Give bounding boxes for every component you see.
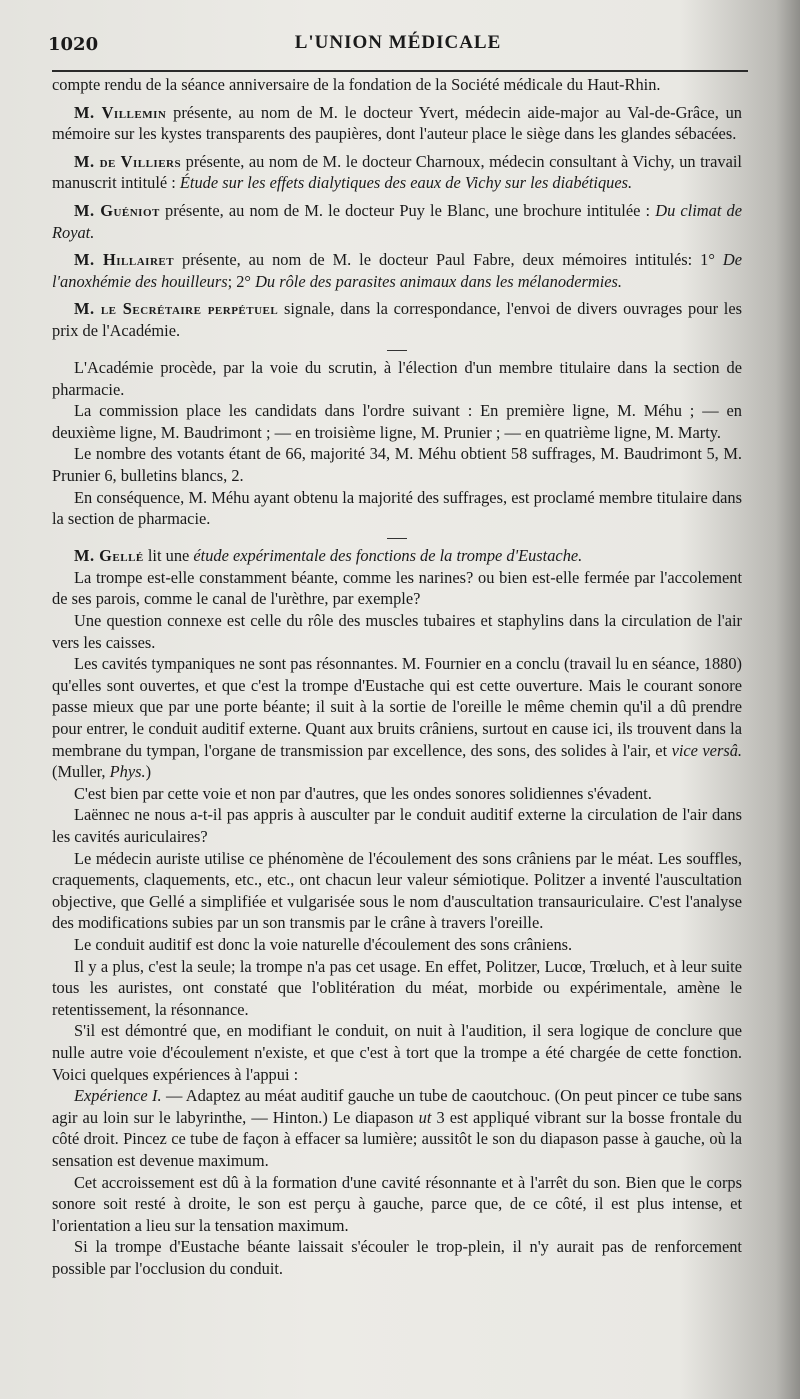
paragraph-trompe: Si la trompe d'Eustache béante laissait s'écouler le trop-plein, il n'y aurait pas de renforcement possible par l'occlusion du conduit. [52,1237,742,1278]
work-title: Du climat de Royat. [52,200,742,242]
paragraph-result: En conséquence, M. Méhu ayant obtenu la majorité des suffrages, est proclamé membre titulaire dans la section de pharmacie. [52,487,742,529]
work-title: étude expérimentale des fonctions de la trompe d'Eustache. [193,546,583,566]
paragraph-conduit: Le conduit auditif est donc la voie naturelle d'écoulement des sons crâniens. [74,934,573,954]
paragraph-villemin: M. Villemin présente, au nom de M. le docteur Yvert, médecin aide-major au Val-de-Grâce, un mémoire sur les kystes transparents des paupières, dont l'auteur place le siège dans les glandes sébacées. [52,102,742,144]
speaker-name: M. Villemin [74,102,167,122]
experience-label: Expérience I. [74,1086,162,1106]
speaker-name: M. le Secrétaire perpétuel [74,299,279,319]
paragraph-candidates: La commission place les candidats dans l'ordre suivant : En première ligne, M. Méhu ; — en deuxième ligne, M. Baudrimont ; — en troisième ligne, M. Prunier ; — en quatrième ligne, M. Marty. [52,401,742,442]
paragraph-accroissement: Cet accroissement est dû à la formation d'une cavité résonnante et à l'arrêt du son. Bien que le corps sonore soit resté à droite, le son est perçu à gauche, parce que, de ce côté, il est plus intense, et l'orientation a lieu sur la tensation maximum. [52,1172,742,1235]
speaker-name: M. Hillairet [74,250,175,270]
paragraph-experience-1: Expérience I. — Adaptez au méat auditif gauche un tube de caoutchouc. (On peut pincer ce tube sans agir au loin sur le labyrinthe, — Hinton.) Le diapason ut 3 est appliqué vibrant sur la bosse frontale du côté droit. Pincez ce tube de façon à effacer sa lumière; aussitôt le son du diapason passe à gauche, où la sensation est devenue maximum. [52,1086,742,1170]
section-separator [387,350,407,352]
paragraph-gelle: M. Gellé lit une étude expérimentale des fonctions de la trompe d'Eustache. [74,546,583,566]
speaker-name: M. de Villiers [74,151,182,171]
work-title: Du rôle des parasites animaux dans les mélanodermies. [255,271,623,291]
article-body [52,74,742,1279]
paragraph-question: La trompe est-elle constamment béante, comme les narines? ou bien est-elle fermée par l'accolement de ses parois, comme le canal de l'urèthre, par exemple? [52,567,742,609]
page-header [48,30,748,64]
paragraph-laennec: Laënnec ne nous a-t-il pas appris à ausculter par le conduit auditif externe la circulation de l'air dans les cavités auriculaires? [52,805,742,846]
paragraph-report: compte rendu de la séance anniversaire de la fondation de la Société médicale du Haut-Rhin. [52,75,661,94]
page-number: 1020 [48,34,99,55]
paragraph-connexe: Une question connexe est celle du rôle des muscles tubaires et staphylins dans la circulation de l'air vers les caisses. [52,611,742,652]
header-rule [52,70,748,72]
paragraph-vote-count: Le nombre des votants étant de 66, majorité 34, M. Méhu obtient 58 suffrages, M. Baudrimont 5, M. Prunier 6, bulletins blancs, 2. [52,444,742,485]
section-separator [387,538,407,540]
paragraph-cavites: Les cavités tympaniques ne sont pas résonnantes. M. Fournier en a conclu (travail lu en séance, 1880) qu'elles sont ouvertes, et que c'est la trompe d'Eustache qui est cette ouverture. Mais le courant sonore passe mieux que par une porte béante; il suit à la sortie de l'oreille le même chemin qu'il a dû prendre pour entrer, le conduit auditif externe. Quant aux bruits crâniens, surtout en cause ici, ils trouvent dans la membrane du tympan, l'organe de transmission par excellence, des sons, des solides à l'air, et vice versâ. (Muller, Phys.) [52,654,742,782]
paragraph-auriste: Le médecin auriste utilise ce phénomène de l'écoulement des sons crâniens par le méat. Les souffles, craquements, claquements, etc., etc., ont chacun leur valeur sémiotique. Politzer a inventé l'auscultation objective, que Gellé a simplifiée et vulgarisée sous le nom d'auscultation transauriculaire. C'est l'analyse des modifications subies par un son transmis par le crâne à travers l'oreille. [52,848,742,933]
paragraph-demontre: S'il est démontré que, en modifiant le conduit, on nuit à l'audition, il sera logique de conclure que nulle autre voie d'écoulement n'existe, et que c'est à tort que la trompe a été chargée de cette fonction. Voici quelques expériences à l'appui : [52,1021,742,1084]
speaker-name: M. Gellé [74,546,144,566]
work-title: Étude sur les effets dialytiques des eaux de Vichy sur les diabétiques. [179,173,633,193]
paragraph-voie: C'est bien par cette voie et non par d'autres, que les ondes sonores solidiennes s'évadent. [74,783,652,803]
paragraph-de-villiers: M. de Villiers présente, au nom de M. le docteur Charnoux, médecin consultant à Vichy, un travail manuscrit intitulé : Étude sur les effets dialytiques des eaux de Vichy sur les diabétiques. [52,151,742,193]
speaker-name: M. Guéniot [74,200,160,220]
paragraph-seule: Il y a plus, c'est la seule; la trompe n'a pas cet usage. En effet, Politzer, Lucœ, Trœluch, et à leur suite tous les auristes, ont constaté que l'oblitération du méat, morbide ou expérimentale, amène le retentissement, la résonnance. [52,956,742,1019]
paragraph-hillairet: M. Hillairet présente, au nom de M. le docteur Paul Fabre, deux mémoires intitulés: 1° De l'anoxhémie des houilleurs; 2° Du rôle des parasites animaux dans les mélanodermies. [52,250,742,291]
paragraph-gueniot: M. Guéniot présente, au nom de M. le docteur Puy le Blanc, une brochure intitulée : Du climat de Royat. [52,200,742,242]
paragraph-secretaire: M. le Secrétaire perpétuel signale, dans la correspondance, l'envoi de divers ouvrages pour les prix de l'Académie. [52,299,743,340]
paragraph-election: L'Académie procède, par la voie du scrutin, à l'élection d'un membre titulaire dans la section de pharmacie. [52,358,742,399]
running-title: L'UNION MÉDICALE [294,32,502,53]
work-title: De l'anoxhémie des houilleurs [52,250,742,291]
